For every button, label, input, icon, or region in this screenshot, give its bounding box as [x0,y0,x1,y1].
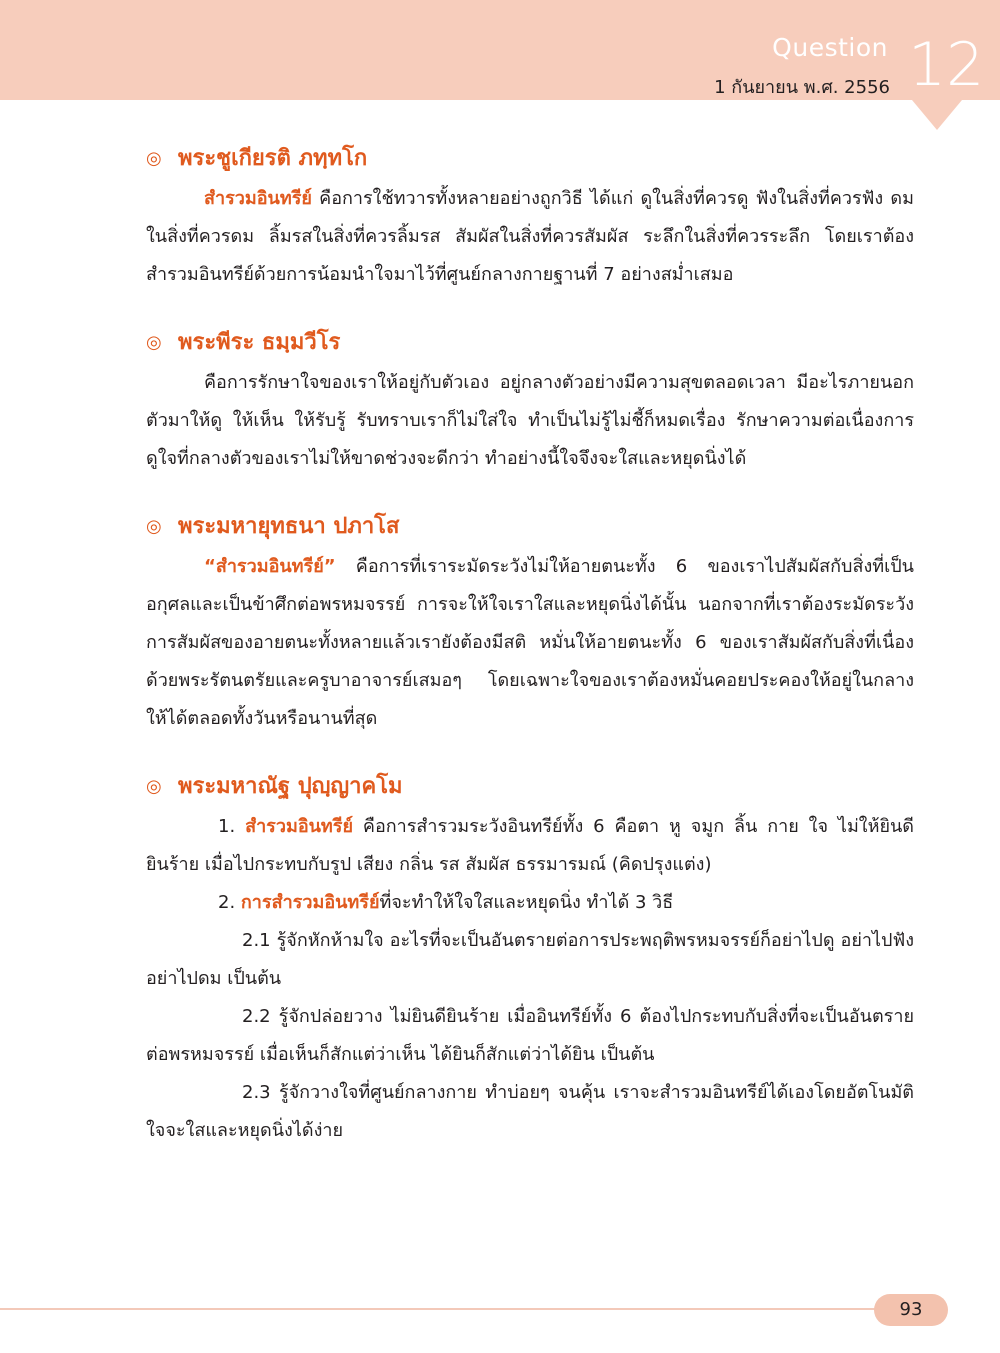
bullet-icon: ◎ [146,516,162,537]
list-item-2 [146,884,914,922]
paragraph [146,180,914,294]
sub-item-2: 2.2 รู้จักปล่อยวาง ไม่ยินดียินร้าย เมื่ออินทรีย์ทั้ง 6 ต้องไปกระทบกับสิ่งที่จะเป็นอันตรายต่อพรหมจรรย์ เมื่อเห็นก็สักแต่ว่าเห็น ได้ยินก็สักแต่ว่าได้ยิน เป็นต้น [146,1006,914,1065]
bullet-icon: ◎ [146,148,162,169]
paragraph [146,548,914,738]
highlight-term: สำรวมอินทรีย์ [204,188,312,209]
section-title: พระมหายุทธนา ปภาโส [178,514,400,539]
section-heading [146,506,914,548]
paragraph-text: คือการใช้ทวารทั้งหลายอย่างถูกวิธี ได้แก่ ดูในสิ่งที่ควรดู ฟังในสิ่งที่ควรฟัง ดมในสิ่งที่ควรดม ลิ้มรสในสิ่งที่ควรลิ้มรส สัมผัสในสิ่งที่ควรสัมผัส ระลึกในสิ่งที่ควรระลึก โดยเราต้องสำรวมอินทรีย์ด้วยการน้อมนำใจมาไว้ที่ศูนย์กลางกายฐานที่ 7 อย่างสม่ำเสมอ [146,188,914,285]
question-number: 12 [908,30,985,100]
section-title: พระมหาณัฐ ปุญฺญาคโม [178,774,403,799]
highlight-term: สำรวมอินทรีย์ [245,816,354,837]
section-heading [146,138,914,180]
paragraph: คือการรักษาใจของเราให้อยู่กับตัวเอง อยู่กลางตัวอย่างมีความสุขตลอดเวลา มีอะไรภายนอกตัวมาให้ดู ให้เห็น ให้รับรู้ รับทราบเราก็ไม่ใส่ใจ ทำเป็นไม่รู้ไม่ชี้ก็หมดเรื่อง รักษาความต่อเนื่องการดูใจที่กลางตัวของเราไม่ให้ขาดช่วงจะดีกว่า ทำอย่างนี้ใจจึงจะใสและหยุดนิ่งได้ [146,372,914,469]
section-heading [146,766,914,808]
list-text: คือการสำรวมระวังอินทรีย์ทั้ง 6 คือตา หู จมูก ลิ้น กาย ใจ ไม่ให้ยินดียินร้าย เมื่อไปกระทบกับรูป เสียง กลิ่น รส สัมผัส ธรรมารมณ์ (คิดปรุงแต่ง) [146,816,914,875]
footer-line [0,1308,880,1310]
section-3 [146,506,914,738]
bullet-icon: ◎ [146,332,162,353]
section-4 [146,766,914,1150]
section-title: พระพีระ ธมฺมวีโร [178,330,341,355]
highlight-term: การสำรวมอินทรีย์ [240,892,380,913]
question-label: Question [772,33,888,62]
list-item-1 [146,808,914,884]
section-heading [146,322,914,364]
list-text: ที่จะทำให้ใจใสและหยุดนิ่ง ทำได้ 3 วิธี [379,892,674,913]
list-number: 1. [218,816,246,837]
bullet-icon: ◎ [146,776,162,797]
list-number: 2. [218,892,241,913]
sub-item-1: 2.1 รู้จักหักห้ามใจ อะไรที่จะเป็นอันตรายต่อการประพฤติพรหมจรรย์ก็อย่าไปดู อย่าไปฟัง อย่าไปดม เป็นต้น [146,930,914,989]
section-1 [146,138,914,294]
paragraph-text: คือการที่เราระมัดระวังไม่ให้อายตนะทั้ง 6 ของเราไปสัมผัสกับสิ่งที่เป็นอกุศลและเป็นข้าศึกต่อพรหมจรรย์ การจะให้ใจเราใสและหยุดนิ่งได้นั้น นอกจากที่เราต้องระมัดระวังการสัมผัสของอายตนะทั้งหลายแล้วเรายังต้องมีสติ หมั่นให้อายตนะทั้ง 6 ของเราสัมผัสกับสิ่งที่เนื่องด้วยพระรัตนตรัยและครูบาอาจารย์เสมอๆ โดยเฉพาะใจของเราต้องหมั่นคอยประคองให้อยู่ในกลางให้ได้ตลอดทั้งวันหรือนานที่สุด [146,556,914,729]
highlight-term: “สำรวมอินทรีย์” [204,556,336,577]
sub-item-3: 2.3 รู้จักวางใจที่ศูนย์กลางกาย ทำบ่อยๆ จนคุ้น เราจะสำรวมอินทรีย์ได้เองโดยอัตโนมัติ ใจจะใสและหยุดนิ่งได้ง่าย [146,1082,914,1141]
section-2 [146,322,914,478]
header-notch [912,100,962,130]
question-date: 1 กันยายน พ.ศ. 2556 [714,77,890,98]
page-content [146,138,914,1178]
page-number: 93 [899,1299,923,1320]
section-title: พระชูเกียรติ ภทฺทโก [178,146,368,171]
